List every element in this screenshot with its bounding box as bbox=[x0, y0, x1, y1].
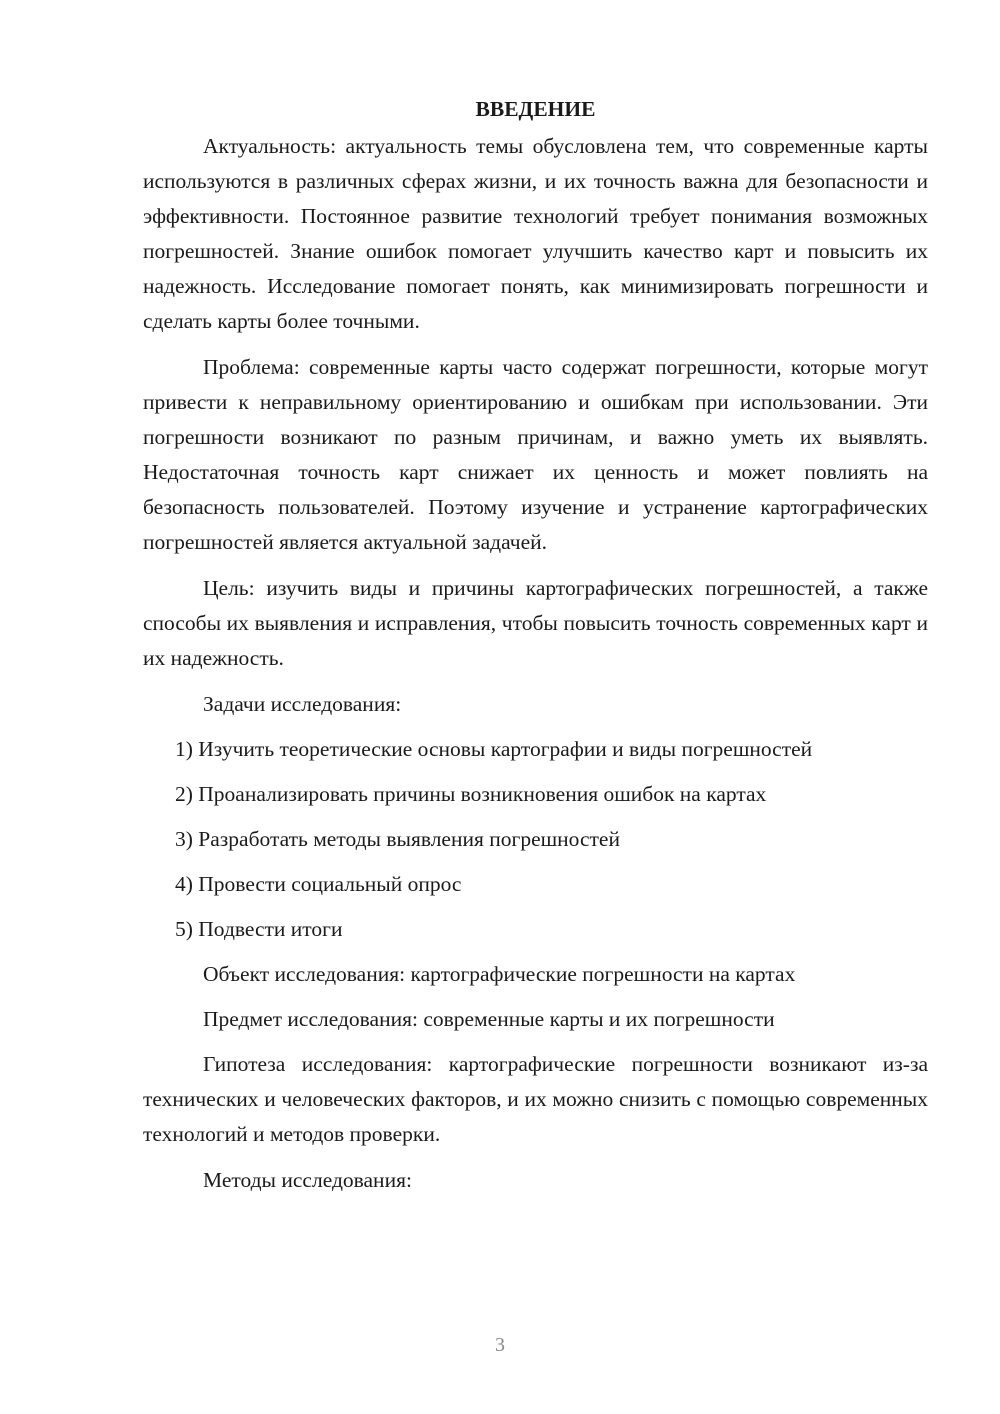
tasks-label: Задачи исследования: bbox=[203, 692, 402, 716]
paragraph-problem: Проблема: современные карты часто содержат погрешности, которые могут привести к неправильному ориентированию и ошибкам при использовании. Эти погрешности возникают по разным причинам, и важно уметь их выявлять. Недостаточная точность карт снижает их ценность и может повлиять на безопасность пользователей. Поэтому изучение и устранение картографических погрешностей является актуальной задачей. bbox=[143, 355, 928, 554]
tasks-list bbox=[143, 732, 928, 947]
paragraph-hypothesis: Гипотеза исследования: картографические погрешности возникают из-за технических и человеческих факторов, и их можно снизить с помощью современных технологий и методов проверки. bbox=[143, 1052, 928, 1146]
paragraph-goal: Цель: изучить виды и причины картографических погрешностей, а также способы их выявления и исправления, чтобы повысить точность современных карт и их надежность. bbox=[143, 576, 928, 670]
research-object: Объект исследования: картографические погрешности на картах bbox=[203, 962, 796, 986]
list-item: 3) Разработать методы выявления погрешностей bbox=[175, 827, 620, 851]
document-page bbox=[143, 92, 928, 1208]
paragraph-relevance: Актуальность: актуальность темы обусловлена тем, что современные карты используются в различных сферах жизни, и их точность важна для безопасности и эффективности. Постоянное развитие технологий требует понимания возможных погрешностей. Знание ошибок помогает улучшить качество карт и повысить их надежность. Исследование помогает понять, как минимизировать погрешности и сделать карты более точными. bbox=[143, 134, 928, 333]
list-item: 5) Подвести итоги bbox=[175, 917, 343, 941]
page-title: ВВЕДЕНИЕ bbox=[475, 97, 596, 121]
methods-label: Методы исследования: bbox=[203, 1168, 412, 1192]
list-item: 1) Изучить теоретические основы картографии и виды погрешностей bbox=[175, 737, 813, 761]
research-subject: Предмет исследования: современные карты и их погрешности bbox=[203, 1007, 775, 1031]
page-number: 3 bbox=[495, 1334, 505, 1356]
list-item: 2) Проанализировать причины возникновения ошибок на картах bbox=[175, 782, 767, 806]
list-item: 4) Провести социальный опрос bbox=[175, 872, 462, 896]
